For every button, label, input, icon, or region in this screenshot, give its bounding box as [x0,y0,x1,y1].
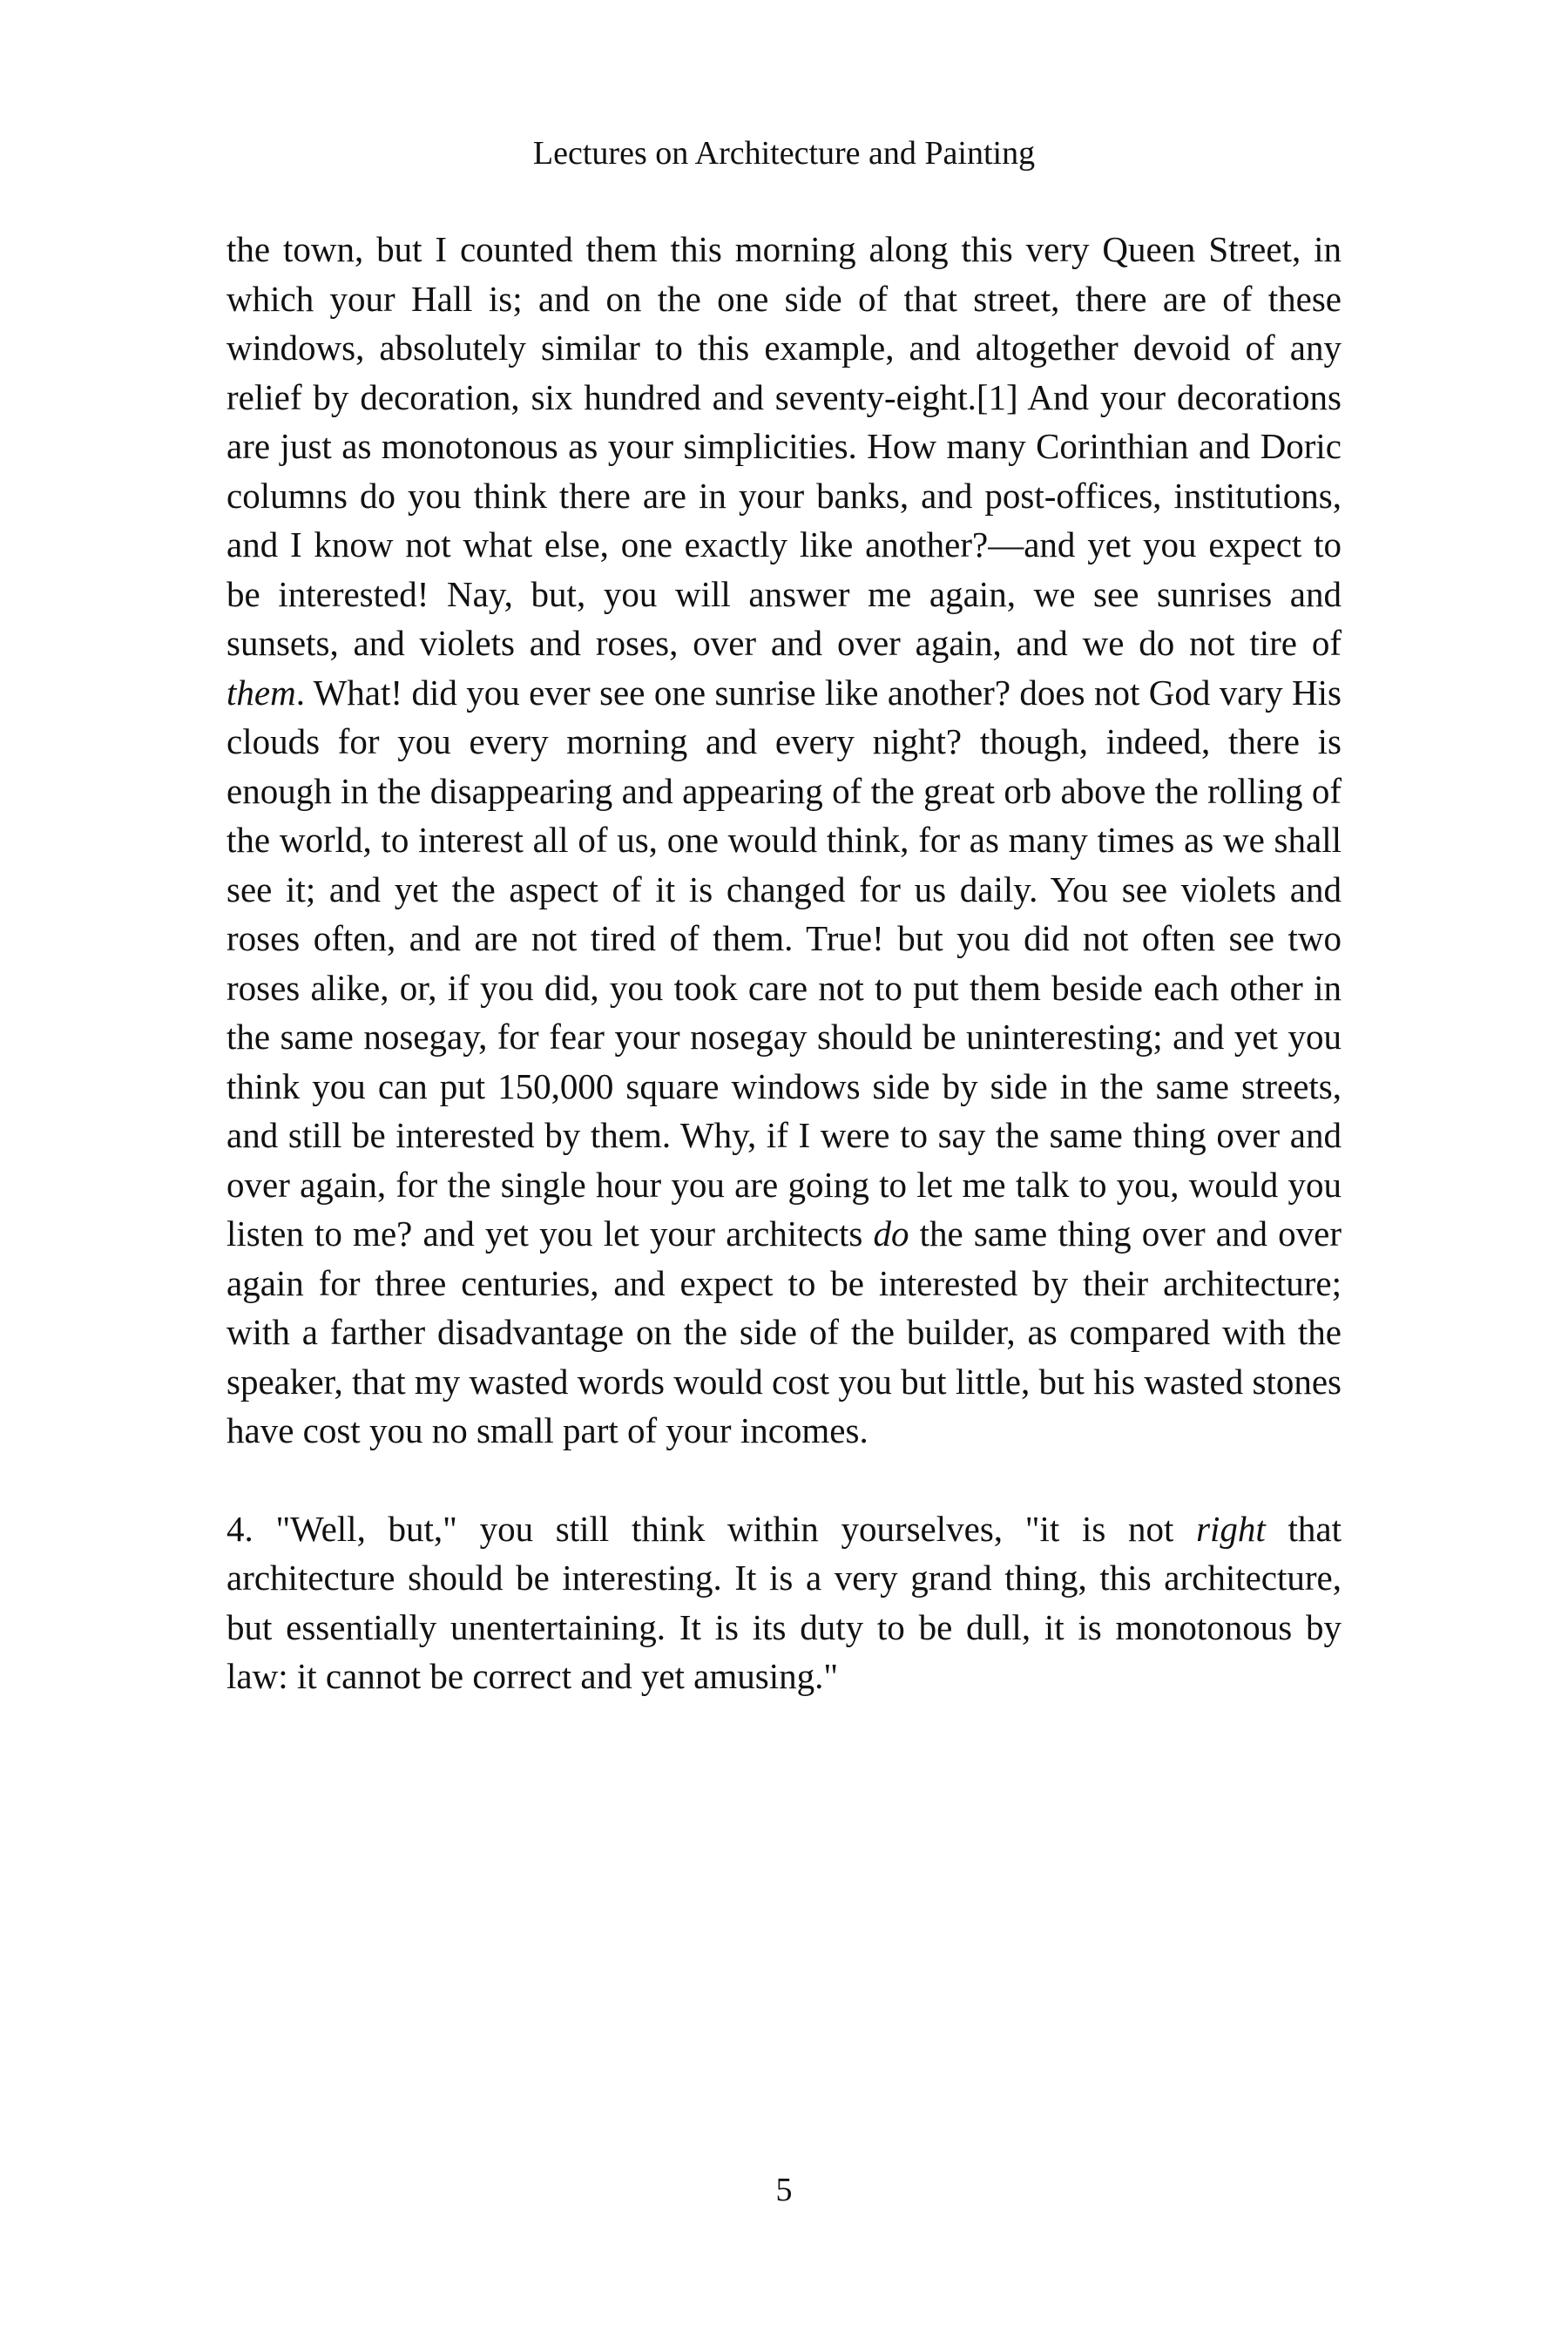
paragraph-text: 4. "Well, but," you still think within yourselves, "it is not [226,1508,1197,1549]
page-number: 5 [775,2172,793,2208]
body-text [226,225,1342,1701]
emphasis-right: right [1196,1508,1266,1549]
paragraph-text: the town, but I counted them this morning along this very Queen Street, in which your Hall is; and on the one side of that street, there are of these windows, absolutely similar to this example, and altogether devoid of any relief by decoration, six hundred and seventy-eight.[1] And your decorations are just as monotonous as your simplicities. How many Corinthian and Doric columns do you think there are in your banks, and post-offices, institutions, and I know not what else, one exactly like another?—and yet you expect to be interested! Nay, but, you will answer me again, we see sunrises and sunsets, and violets and roses, over and over again, and we do not tire of [226,229,1342,663]
paragraph-text: . What! did you ever see one sunrise like another? does not God vary His clouds for you every morning and every night? though, indeed, there is enough in the disappearing and appearing of the great orb above the rolling of the world, to interest all of us, one would think, for as many times as we shall see it; and yet the aspect of it is changed for us daily. You see violets and roses often, and are not tired of them. True! but you did not often see two roses alike, or, if you did, you took care not to put them beside each other in the same nosegay, for fear your nosegay should be uninteresting; and yet you think you can put 150,000 square windows side by side in the same streets, and still be interested by them. Why, if I were to say the same thing over and over again, for the single hour you are going to let me talk to you, would you listen to me? and yet you let your architects [226,672,1342,1254]
paragraph [226,1504,1342,1701]
paragraph [226,225,1342,1456]
paragraph-text: the same thing over and over again for three centuries, and expect to be interested by their architecture; with a farther disadvantage on the side of the builder, as compared with the speaker, that my wasted words would cost you but little, but his wasted stones have cost you no small part of your incomes. [226,1213,1342,1450]
emphasis-do: do [873,1213,909,1254]
running-head: Lectures on Architecture and Painting [532,135,1036,172]
emphasis-them: them [226,672,296,713]
paragraph-text: that architecture should be interesting. It is a very grand thing, this architecture, but essentially unentertaining. It is its duty to be dull, it is monotonous by law: it cannot be correct and yet amusing." [226,1508,1342,1696]
